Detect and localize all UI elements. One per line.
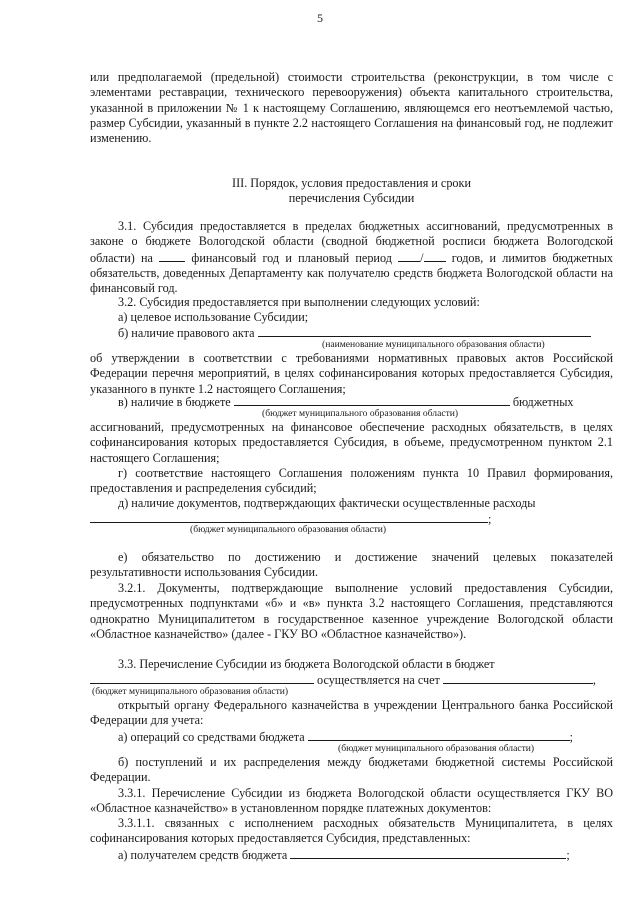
condition-d: д) наличие документов, подтверждающих фактически осуществленные расходы (118, 496, 536, 510)
paragraph-3-1-part-a: 3.1. Субсидия предоставляется в пределах бюджетных ассигнований, предусмотренных в законе о бюджете Вологодской области (сводной бюджетной росписи бюджета Вологодской области) на (90, 219, 613, 265)
period-separator: / (420, 250, 424, 265)
caption-municipality-name: (наименование муниципального образования области) (322, 339, 545, 350)
paragraph-3-2: 3.2. Субсидия предоставляется при выполнении следующих условий: (118, 295, 480, 309)
item-3-3-a-label: а) операций со средствами бюджета (118, 730, 305, 744)
caption-municipal-budget-4: (бюджет муниципального образования области) (338, 743, 535, 754)
planning-period-end-blank (424, 250, 446, 262)
item-3-3-b: б) поступлений и их распределения между бюджетами бюджетной системы Российской Федерации. (90, 755, 613, 785)
condition-v-continuation: ассигнований, предусмотренных на финансовое обеспечение расходных обязательств, в целях софинансирования которых предоставляется Субсидия, в объеме, предусмотренном пунктом 2.1 настоящего Соглашения; (90, 420, 613, 465)
paragraph-3-2-1: 3.2.1. Документы, подтверждающие выполнение условий предоставления Субсидии, предусмотренных подпунктами «б» и «в» пункта 3.2 настоящего Соглашения, представляются однократно Муниципалитетом в государственное казенное учреждение Вологодской области «Областное казначейство» (далее - ГКУ ВО «Областное казначейство»). (90, 581, 613, 641)
condition-g: г) соответствие настоящего Соглашения положениям пункта 10 Правил формирования, предоставления и распределения субсидий; (90, 466, 613, 496)
legal-act-blank (258, 325, 591, 337)
paragraph-3-3-continuation: открытый органу Федерального казначейства в учреждении Центрального банка Российской Федерации для учета: (90, 698, 613, 728)
paragraph-3-3-1-1: 3.3.1.1. связанных с исполнением расходных обязательств Муниципалитета, в целях софинансирования которых предоставляется Субсидия, представленных: (90, 816, 613, 846)
condition-b-label: б) наличие правового акта (118, 326, 255, 340)
paragraph-3-3-comma: , (592, 673, 596, 687)
condition-v-label: в) наличие в бюджете (118, 395, 231, 409)
condition-d-end: ; (488, 512, 492, 526)
condition-e: е) обязательство по достижению и достижение значений целевых показателей результативности использования Субсидии. (90, 550, 613, 580)
account-number-blank (443, 672, 593, 684)
recipient-budget-blank (90, 672, 314, 684)
paragraph-3-3-mid: осуществляется на счет (317, 673, 440, 687)
budget-blank (234, 394, 510, 406)
condition-v-end: бюджетных (512, 395, 574, 409)
operations-budget-blank (308, 729, 570, 741)
fiscal-year-blank (159, 250, 185, 262)
caption-municipal-budget-3: (бюджет муниципального образования области) (92, 686, 289, 697)
budget-recipient-blank (290, 847, 566, 859)
planning-period-start-blank (398, 250, 420, 262)
page-number: 5 (317, 11, 323, 25)
paragraph-3-1-part-b: финансовый год и плановый период (191, 250, 392, 265)
condition-b-continuation: об утверждении в соответствии с требованиями нормативных правовых актов Российской Федерации перечня мероприятий, в целях софинансирования которых предоставляется Субсидия, указанного в пункте 1.2 настоящего Соглашения; (90, 351, 613, 396)
paragraph-3-1 (90, 219, 613, 296)
paragraph-3-1-part-d: годов, и лимитов бюджетных обязательств, доведенных Департаменту как получателю средств бюджета Вологодской области на финансовый год. (90, 250, 614, 296)
paragraph-intro: или предполагаемой (предельной) стоимости строительства (реконструкции, в том числе с элементами реставрации, технического перевооружения) объекта капитального строительства, указанной в приложении № 1 к настоящему Соглашению, являющемся его неотъемлемой частью, размер Субсидии, указанный в пункте 2.2 настоящего Соглашения на финансовый год, не подлежит изменению. (90, 70, 613, 146)
item-3-3-1-1-a-label: а) получателем средств бюджета (118, 848, 288, 862)
caption-municipal-budget: (бюджет муниципального образования области) (262, 408, 459, 419)
item-3-3-1-1-a-row (90, 847, 640, 863)
item-3-3-1-1-a-end: ; (566, 848, 570, 862)
paragraph-3-3-1: 3.3.1. Перечисление Субсидии из бюджета Вологодской области осуществляется ГКУ ВО «Областное казначейство» в установленном порядке платежных документов: (90, 786, 613, 816)
paragraph-3-3-line-1: 3.3. Перечисление Субсидии из бюджета Вологодской области в бюджет (118, 657, 495, 671)
documents-blank (90, 511, 488, 523)
caption-municipal-budget-2: (бюджет муниципального образования области) (190, 524, 387, 535)
section-title-line-1: III. Порядок, условия предоставления и сроки (232, 176, 471, 190)
section-title-line-2: перечисления Субсидии (288, 191, 415, 205)
item-3-3-a-end: ; (569, 730, 574, 744)
condition-a: а) целевое использование Субсидии; (118, 310, 309, 324)
